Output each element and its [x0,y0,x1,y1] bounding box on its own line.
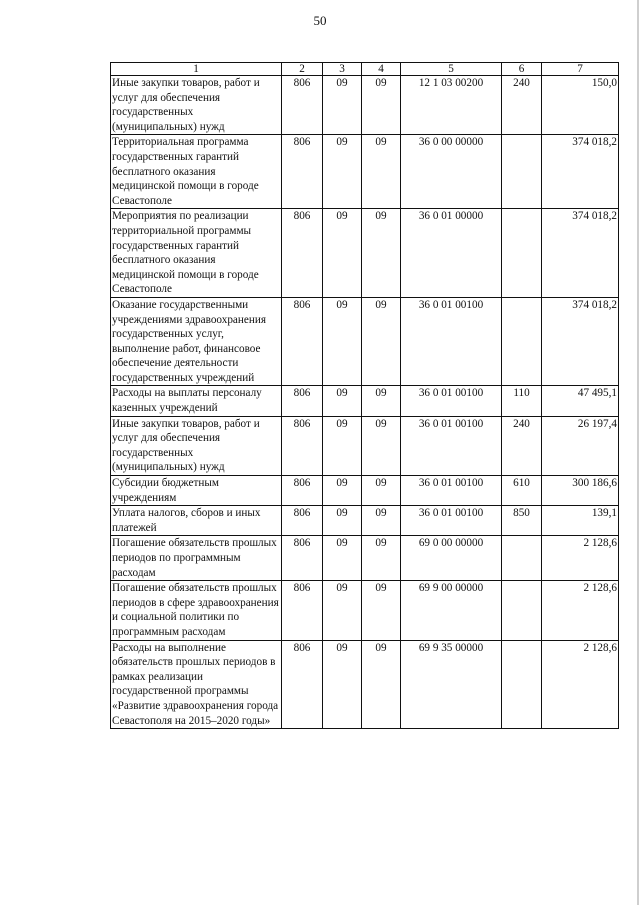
expense-name: Территориальная программа государственных гарантий бесплатного оказания медицинской помощи в городе Севастополе [111,135,282,209]
target-article-code: 36 0 00 00000 [401,135,502,209]
expense-name: Мероприятия по реализации территориальной программы государственных гарантий бесплатного оказания медицинской помощи в городе Севастополе [111,209,282,298]
section-code: 09 [323,640,362,729]
expense-type-code [502,640,542,729]
amount: 300 186,6 [542,476,619,506]
expense-type-code: 610 [502,476,542,506]
section-code: 09 [323,135,362,209]
subsection-code: 09 [362,76,401,135]
table-header-row [111,63,619,76]
ministry-code: 806 [282,476,323,506]
section-code: 09 [323,506,362,536]
page-edge-shadow [637,0,639,905]
budget-table [110,62,619,729]
target-article-code: 69 9 35 00000 [401,640,502,729]
subsection-code: 09 [362,640,401,729]
expense-type-code [502,209,542,298]
table-row [111,297,619,386]
subsection-code: 09 [362,581,401,640]
expense-type-code [502,297,542,386]
expense-type-code [502,135,542,209]
page-number: 50 [313,13,327,28]
table-row [111,476,619,506]
target-article-code: 36 0 01 00100 [401,297,502,386]
amount: 139,1 [542,506,619,536]
expense-name: Иные закупки товаров, работ и услуг для обеспечения государственных (муниципальных) нужд [111,76,282,135]
subsection-code: 09 [362,506,401,536]
ministry-code: 806 [282,297,323,386]
table-row [111,581,619,640]
target-article-code: 36 0 01 00100 [401,476,502,506]
target-article-code: 36 0 01 00000 [401,209,502,298]
target-article-code: 36 0 01 00100 [401,416,502,475]
expense-type-code: 850 [502,506,542,536]
amount: 2 128,6 [542,536,619,581]
target-article-code: 69 9 00 00000 [401,581,502,640]
ministry-code: 806 [282,640,323,729]
table-row [111,536,619,581]
column-header-3: 3 [323,63,362,76]
subsection-code: 09 [362,135,401,209]
table-row [111,135,619,209]
amount: 47 495,1 [542,386,619,416]
expense-type-code: 240 [502,76,542,135]
ministry-code: 806 [282,209,323,298]
subsection-code: 09 [362,476,401,506]
subsection-code: 09 [362,297,401,386]
subsection-code: 09 [362,386,401,416]
ministry-code: 806 [282,416,323,475]
expense-name: Иные закупки товаров, работ и услуг для обеспечения государственных (муниципальных) нужд [111,416,282,475]
expense-type-code [502,581,542,640]
section-code: 09 [323,476,362,506]
expense-name: Расходы на выполнение обязательств прошлых периодов в рамках реализации государственной программы «Развитие здравоохранения города Севастополя на 2015–2020 годы» [111,640,282,729]
target-article-code: 36 0 01 00100 [401,386,502,416]
expense-name: Погашение обязательств прошлых периодов в сфере здравоохранения и социальной политики по программным расходам [111,581,282,640]
table-row [111,640,619,729]
target-article-code: 36 0 01 00100 [401,506,502,536]
target-article-code: 12 1 03 00200 [401,76,502,135]
expense-name: Субсидии бюджетным учреждениям [111,476,282,506]
expense-type-code [502,536,542,581]
expense-name: Погашение обязательств прошлых периодов по программным расходам [111,536,282,581]
table-row [111,506,619,536]
column-header-5: 5 [401,63,502,76]
expense-name: Расходы на выплаты персоналу казенных учреждений [111,386,282,416]
ministry-code: 806 [282,135,323,209]
expense-name: Уплата налогов, сборов и иных платежей [111,506,282,536]
amount: 374 018,2 [542,209,619,298]
amount: 2 128,6 [542,640,619,729]
subsection-code: 09 [362,416,401,475]
section-code: 09 [323,536,362,581]
amount: 150,0 [542,76,619,135]
expense-name: Оказание государственными учреждениями здравоохранения государственных услуг, выполнение работ, финансовое обеспечение деятельности государственных учреждений [111,297,282,386]
expense-type-code: 110 [502,386,542,416]
column-header-4: 4 [362,63,401,76]
ministry-code: 806 [282,536,323,581]
subsection-code: 09 [362,536,401,581]
section-code: 09 [323,581,362,640]
column-header-7: 7 [542,63,619,76]
table-row [111,209,619,298]
amount: 26 197,4 [542,416,619,475]
amount: 374 018,2 [542,297,619,386]
section-code: 09 [323,416,362,475]
column-header-6: 6 [502,63,542,76]
table-row [111,386,619,416]
target-article-code: 69 0 00 00000 [401,536,502,581]
column-header-2: 2 [282,63,323,76]
ministry-code: 806 [282,581,323,640]
ministry-code: 806 [282,386,323,416]
column-header-1: 1 [111,63,282,76]
ministry-code: 806 [282,506,323,536]
subsection-code: 09 [362,209,401,298]
section-code: 09 [323,386,362,416]
section-code: 09 [323,76,362,135]
section-code: 09 [323,209,362,298]
ministry-code: 806 [282,76,323,135]
table-row [111,416,619,475]
amount: 374 018,2 [542,135,619,209]
amount: 2 128,6 [542,581,619,640]
section-code: 09 [323,297,362,386]
expense-type-code: 240 [502,416,542,475]
table-row [111,76,619,135]
